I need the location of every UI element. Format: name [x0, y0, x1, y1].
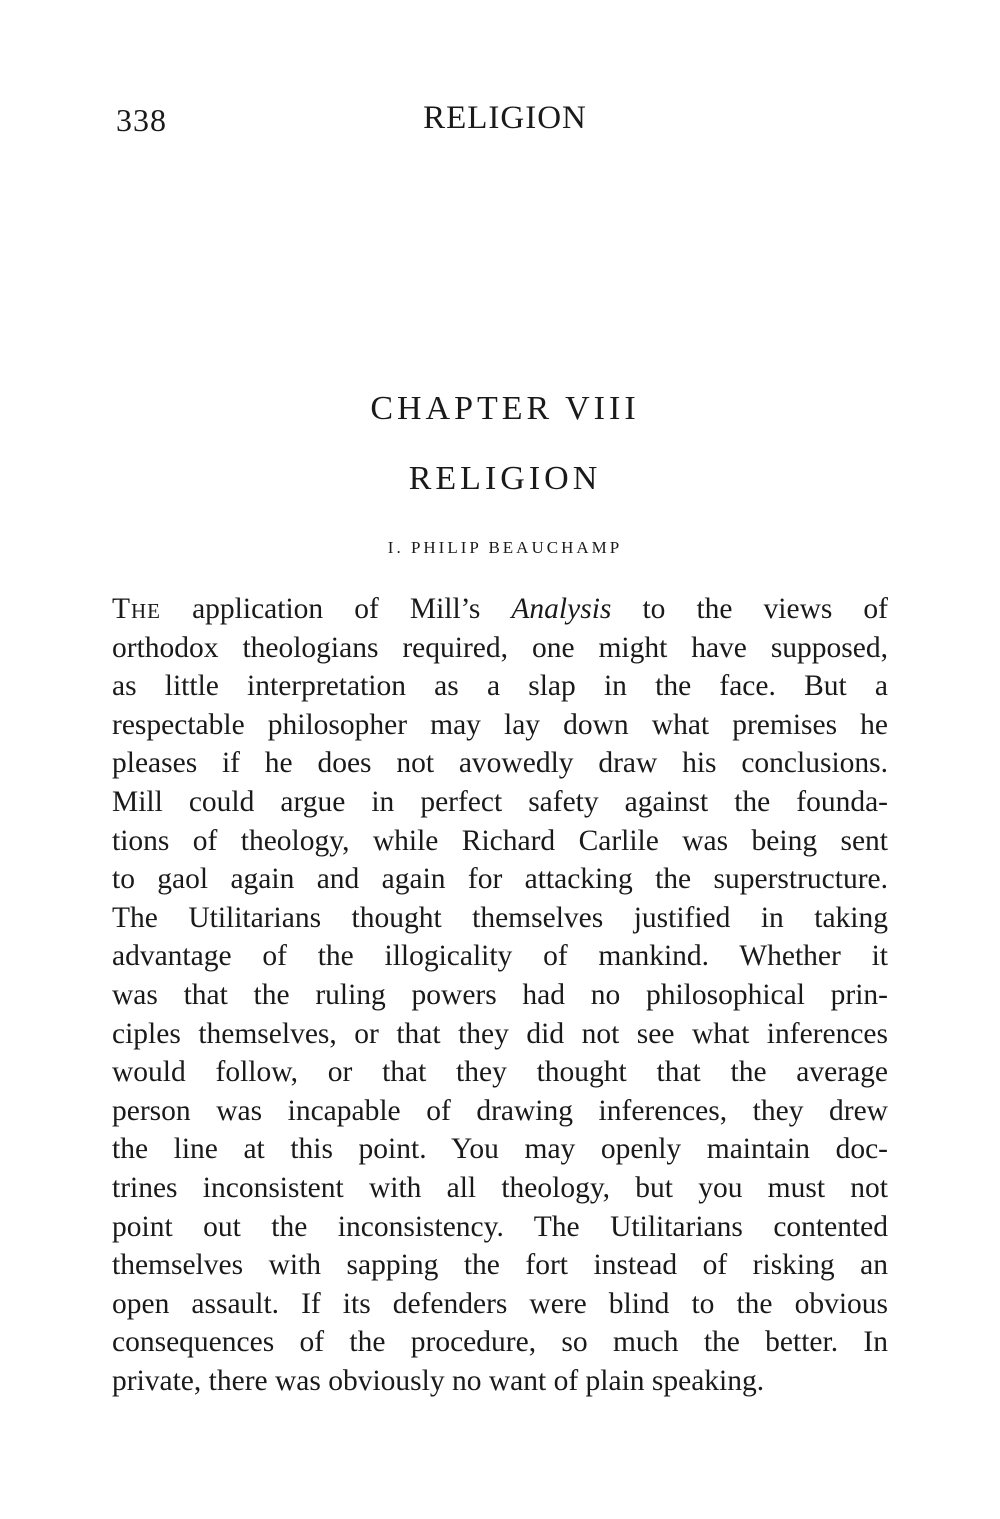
body-line: would follow, or that they thought that the average — [112, 1056, 888, 1089]
body-line: open assault. If its defenders were blind to the obvious — [112, 1287, 888, 1320]
body-line: person was incapable of drawing inferences, they drew — [112, 1094, 888, 1127]
running-head: RELIGION — [423, 100, 587, 136]
body-line: Mill could argue in perfect safety against the founda- — [112, 785, 888, 818]
body-line — [112, 590, 888, 629]
body-paragraph — [112, 590, 888, 1400]
section-heading: I. PHILIP BEAUCHAMP — [387, 538, 623, 557]
body-line: respectable philosopher may lay down what premises he — [112, 708, 888, 741]
body-line: tions of theology, while Richard Carlile was being sent — [112, 824, 888, 857]
chapter-number: CHAPTER VIII — [370, 390, 640, 427]
line-1-end: to the views of — [642, 593, 889, 625]
body-line: pleases if he does not avowedly draw his conclusions. — [112, 747, 888, 780]
body-line: the line at this point. You may openly maintain doc- — [112, 1133, 888, 1166]
page-number: 338 — [116, 102, 167, 138]
body-line: point out the inconsistency. The Utilitarians contented — [112, 1210, 888, 1243]
body-line: consequences of the procedure, so much the better. In — [112, 1326, 888, 1359]
chapter-title: RELIGION — [408, 460, 602, 497]
body-line: advantage of the illogicality of mankind. Whether it — [112, 940, 888, 973]
line-1-start: application of Mill’s — [192, 593, 481, 625]
body-line: The Utilitarians thought themselves justified in taking — [112, 901, 888, 934]
body-line: themselves with sapping the fort instead of risking an — [112, 1249, 888, 1282]
body-line: as little interpretation as a slap in the face. But a — [112, 670, 888, 703]
body-line: ciples themselves, or that they did not see what inferences — [112, 1017, 888, 1050]
body-line: private, there was obviously no want of plain speaking. — [112, 1364, 765, 1397]
opening-word: The — [112, 593, 162, 625]
body-line: was that the ruling powers had no philosophical prin- — [112, 978, 888, 1011]
body-line: to gaol again and again for attacking the superstructure. — [112, 863, 888, 896]
italic-title: Analysis — [511, 593, 612, 625]
body-line: orthodox theologians required, one might have supposed, — [112, 631, 888, 664]
body-line: trines inconsistent with all theology, but you must not — [112, 1171, 888, 1204]
